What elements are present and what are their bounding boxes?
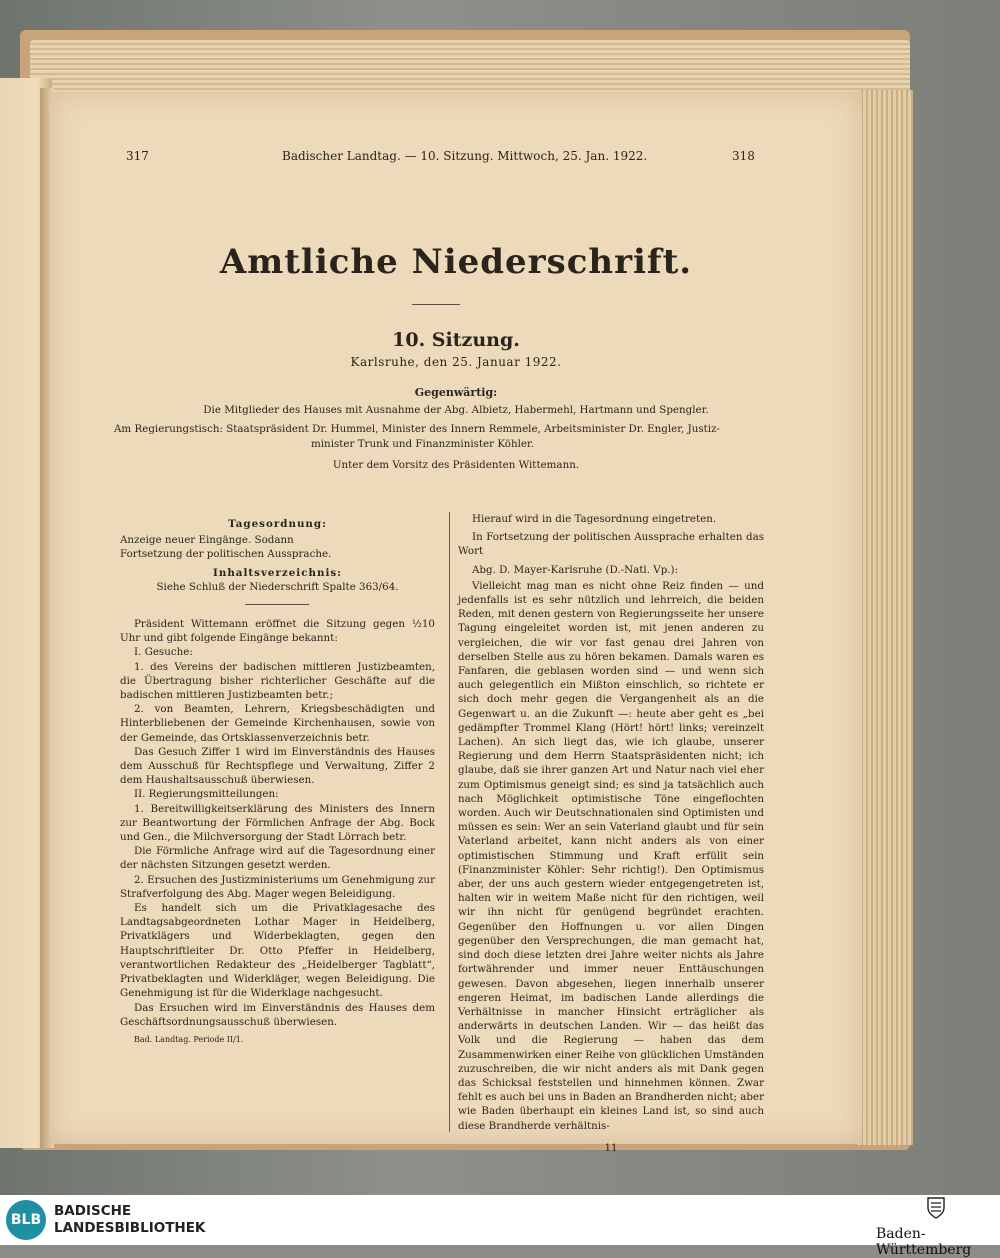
paragraph: In Fortsetzung der politischen Aussprache erhalten das Wort [458,531,764,558]
present-heading: Gegenwärtig: [414,386,498,399]
paragraph: Hierauf wird in die Tagesordnung eingetreten. [472,513,717,525]
section-label: II. Regierungsmitteilungen: [134,788,279,801]
paragraph: Es handelt sich um die Privatklagesache des Landtagsabgeordneten Lothar Mager in Heidelberg, Privatklägers und Widerbeklagten, gegen den Hauptschriftleiter Dr. Otto Pfeffer in Heidelberg, verantwortlichen Redakteur des „Heidelberger Tagblatt“, Privatbeklagten und Widerkläger, wegen Beleidigung. Die Genehmigung ist für die Widerklage nachgesucht. [120,902,435,1000]
left-column [120,517,435,1047]
page-number-left: 317 [126,149,149,163]
blb-logo-icon[interactable]: BLB [6,1200,46,1240]
section-rule [245,604,309,605]
paragraph: 2. Ersuchen des Justizministeriums um Genehmigung zur Strafverfolgung des Abg. Mager wegen Beleidigung. [120,873,435,900]
state-name[interactable]: Baden-Württemberg [876,1226,972,1258]
paragraph: Die Förmliche Anfrage wird auf die Tagesordnung einer der nächsten Sitzungen gesetzt werden. [120,845,435,872]
contents-heading: Inhaltsverzeichnis: [213,566,342,579]
sheet-number: 11 [604,1141,618,1154]
library-name-line-1: BADISCHE [54,1203,132,1219]
agenda-heading: Tagesordnung: [228,518,327,530]
paragraph: 2. von Beamten, Lehrern, Kriegsbeschädigten und Hinterbliebenen der Gemeinde Kirchenhausen, sowie von der Gemeinde, das Ortsklassenverzeichnis betr. [120,703,435,744]
paragraph: Vielleicht mag man es nicht ohne Reiz finden — und jedenfalls ist es sehr nützlich und lehrreich, die beiden Reden, mit denen gestern von Regierungsseite her unsere Tagung eingeleitet worden ist, mit jenen anderen zu vergleichen, die wir vor fast genau drei Jahren von derselben Stelle aus zu hören bekamen. Damals waren es Fanfaren, die geblasen worden sind — und wenn sich auch gelegentlich ein Mißton einschlich, so richtete er sich doch mehr gegen die Vergangenheit als an die Gegenwart u. an die Zukunft —: heute aber geht es „bei gedämpfter Trommel Klang (Hört! hört! links; vereinzelt Lachen). An sich liegt das, wie ich glaube, unserer Regierung und dem Herrn Staatspräsidenten nicht; ich glaube, daß sie ihrer ganzen Art und Natur nach viel eher zum Optimismus geneigt sind; es sind ja tatsächlich auch nach Möglichkeit optimistische Töne eingeflochten worden. Auch wir Deutschnationalen sind Optimisten und müssen es sein: Wer an sein Vaterland glaubt und für sein Vaterland arbeitet, kann nicht anders als von einer optimistischen Stimmung und Kraft erfüllt sein (Finanzminister Köhler: Sehr richtig!). Den Optimismus aber, der uns auch gestern wieder entgegengetreten ist, halten wir in weitem Maße nicht für den richtigen, weil wir ihn nicht für genügend begründet erachten. Gegenüber den Hoffnungen u. vor allen Dingen gegenüber den Versprechungen, die man gemacht hat, sind doch diese letzten drei Jahre weiter nichts als Jahre fortwährender und immer neuer Enttäuschungen gewesen. Davon abgesehen, liegen innerhalb unserer engeren Heimat, im badischen Lande allerdings die Verhältnisse in mancher Hinsicht erträglicher als anderwärts in deutschen Landen. Wir — das heißt das Volk und die Regierung — haben das dem Zusammenwirken einer Reihe von glücklichen Umständen zuzuschreiben, die wir nicht anders als mit Dank gegen das Schicksal feststellen und hinnehmen können. Zwar fehlt es auch bei uns in Baden an Brandherden nicht; aber wie Baden überhaupt ein kleines Land ist, so sind auch diese Brandherde verhältnis- [458,579,764,1132]
right-page-edges [858,90,913,1145]
section-label: I. Gesuche: [134,646,193,659]
paragraph: Präsident Wittemann eröffnet die Sitzung gegen ½10 Uhr und gibt folgende Eingänge bekannt: [120,618,435,645]
government-line-2: minister Trunk und Finanzminister Köhler. [311,438,535,450]
paragraph: 1. des Vereins der badischen mittleren Justizbeamten, die Übertragung bisher richterlicher Geschäfte auf die badischen mittleren Justizbeamten betr.; [120,660,435,702]
right-column [458,512,764,1155]
paragraph: Das Ersuchen wird im Einverständnis des Hauses dem Geschäftsordnungsausschuß überwiesen. [120,1001,435,1028]
document-title: Amtliche Niederschrift. [219,242,693,282]
column-divider [449,512,450,1132]
running-title: Badischer Landtag. — 10. Sitzung. Mittwoch, 25. Jan. 1922. [282,149,648,163]
paragraph: 1. Bereitwilligkeitserklärung des Ministers des Innern zur Beantwortung der Förmlichen Anfrage der Abg. Bock und Gen., die Milchversorgung der Stadt Lörrach betr. [120,802,435,844]
document-page [50,92,862,1154]
library-name[interactable] [54,1203,205,1237]
library-name-line-2: LANDESBIBLIOTHEK [54,1220,206,1236]
agenda-item: Anzeige neuer Eingänge. Sodann [120,534,294,547]
paragraph: Das Gesuch Ziffer 1 wird im Einverständnis des Hauses dem Ausschuß für Rechtspflege und Verwaltung, Ziffer 2 dem Haushaltsausschuß überwiesen. [120,745,435,787]
page-number-right: 318 [732,149,755,163]
title-rule [412,304,460,305]
chair-line: Unter dem Vorsitz des Präsidenten Wittemann. [332,459,580,471]
signature-line: Bad. Landtag. Periode II/1. [134,1034,244,1044]
contents-text: Siehe Schluß der Niederschrift Spalte 363/64. [156,580,399,593]
speaker-line: Abg. D. Mayer-Karlsruhe (D.-Natl. Vp.): [472,563,679,576]
agenda-item: Fortsetzung der politischen Aussprache. [120,548,332,561]
coat-of-arms-icon [926,1196,946,1220]
members-line: Die Mitglieder des Hauses mit Ausnahme der Abg. Albietz, Habermehl, Hartmann und Spengler. [203,404,709,416]
session-number: 10. Sitzung. [392,329,520,351]
place-date: Karlsruhe, den 25. Januar 1922. [350,355,562,369]
government-line-1: Am Regierungstisch: Staatspräsident Dr. Hummel, Minister des Innern Remmele, Arbeitsminister Dr. Engler, Justiz- [114,423,720,435]
